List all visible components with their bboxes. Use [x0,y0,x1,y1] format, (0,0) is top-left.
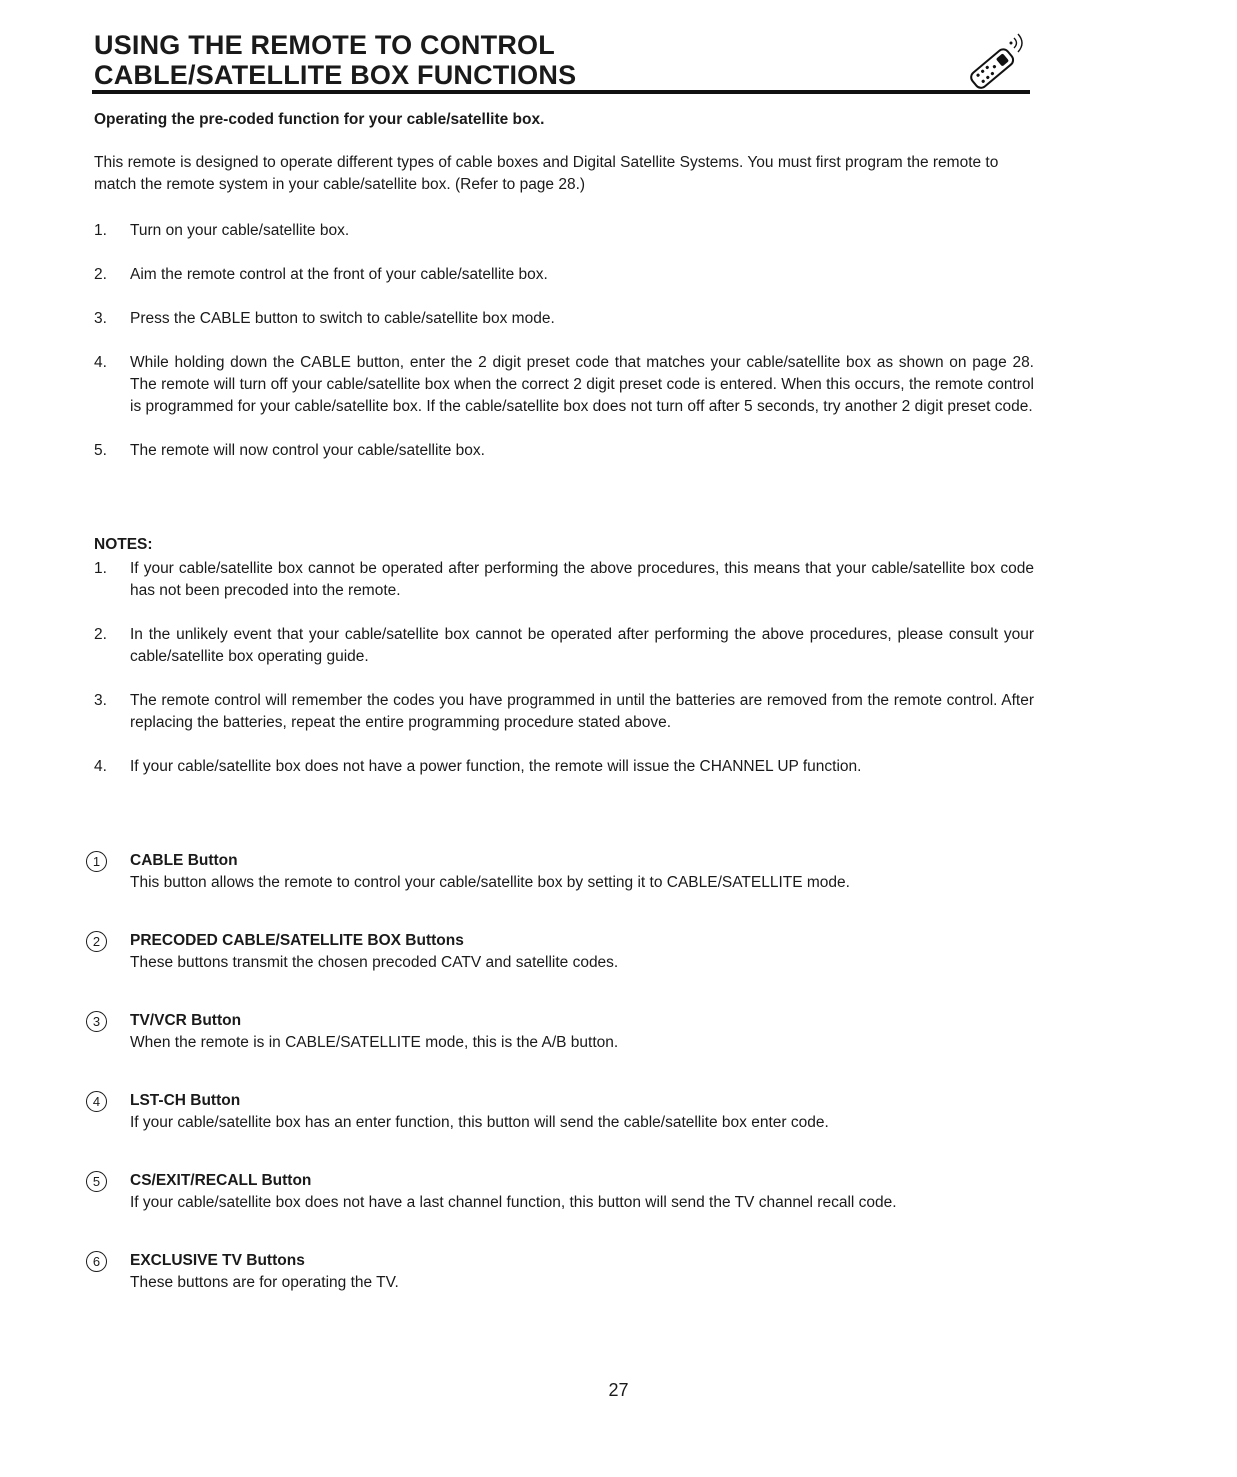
note-number: 4. [94,758,107,775]
list-item [94,308,1034,330]
list-item [94,624,1034,668]
header-rule [92,90,1030,94]
circled-number-icon: 6 [86,1251,107,1272]
step-text: The remote will now control your cable/satellite box. [130,442,485,459]
note-number: 1. [94,560,107,577]
note-text: If your cable/satellite box cannot be operated after performing the above procedures, this means that your cable/satellite box code has not been precoded into the remote. [130,560,1034,599]
button-description: These buttons are for operating the TV. [130,1274,399,1291]
circled-number-icon: 4 [86,1091,107,1112]
note-number: 3. [94,692,107,709]
note-text: In the unlikely event that your cable/satellite box cannot be operated after performing the above procedures, please consult your cable/satellite box operating guide. [130,626,1034,665]
step-number: 5. [94,442,107,459]
button-title: CS/EXIT/RECALL Button [130,1172,312,1189]
button-description: If your cable/satellite box does not have a last channel function, this button will send the TV channel recall code. [130,1194,897,1211]
note-number: 2. [94,626,107,643]
step-text: Turn on your cable/satellite box. [130,222,350,239]
step-text: While holding down the CABLE button, enter the 2 digit preset code that matches your cable/satellite box as shown on page 28. The remote will turn off your cable/satellite box when the correct 2 digit preset code is entered. When this occurs, the remote control is programmed for your cable/satellite box. If the cable/satellite box does not turn off after 5 seconds, try another 2 digit preset code. [130,354,1034,415]
button-description: These buttons transmit the chosen precoded CATV and satellite codes. [130,954,619,971]
list-item [86,850,1026,930]
step-number: 4. [94,354,107,371]
circled-number-icon: 3 [86,1011,107,1032]
step-number: 1. [94,222,107,239]
list-item [86,1250,1026,1330]
list-item [94,220,1034,242]
button-title: EXCLUSIVE TV Buttons [130,1252,305,1269]
button-title: TV/VCR Button [130,1012,242,1029]
list-item [94,264,1034,286]
button-description: This button allows the remote to control your cable/satellite box by setting it to CABLE/SATELLITE mode. [130,874,850,891]
list-item [86,1170,1026,1250]
button-legend [86,850,1026,1330]
steps-list [94,220,1034,462]
list-item [94,558,1034,602]
step-number: 3. [94,310,107,327]
list-item [86,1090,1026,1170]
list-item [94,352,1034,418]
page-number: 27 [608,1380,629,1400]
list-item [94,690,1034,734]
button-description: If your cable/satellite box has an enter function, this button will send the cable/satellite box enter code. [130,1114,829,1131]
page-title [94,30,994,90]
step-text: Press the CABLE button to switch to cable/satellite box mode. [130,310,555,327]
section-subtitle: Operating the pre-coded function for your cable/satellite box. [94,111,545,128]
step-text: Aim the remote control at the front of your cable/satellite box. [130,266,548,283]
list-item [86,1010,1026,1090]
button-title: LST-CH Button [130,1092,241,1109]
list-item [94,756,1034,778]
notes-heading: NOTES: [94,536,153,553]
button-title: PRECODED CABLE/SATELLITE BOX Buttons [130,932,464,949]
page-title-line-2: CABLE/SATELLITE BOX FUNCTIONS [94,60,577,90]
note-text: If your cable/satellite box does not have a power function, the remote will issue the CHANNEL UP function. [130,758,862,775]
note-text: The remote control will remember the codes you have programmed in until the batteries are removed from the remote control. After replacing the batteries, repeat the entire programming procedure stated above. [130,692,1034,731]
list-item [94,440,1034,462]
intro-paragraph: This remote is designed to operate different types of cable boxes and Digital Satellite Systems. You must first program the remote to match the remote system in your cable/satellite box. (Refer to page 28.) [94,154,999,193]
circled-number-icon: 5 [86,1171,107,1192]
page-title-line-1: USING THE REMOTE TO CONTROL [94,30,555,60]
circled-number-icon: 1 [86,851,107,872]
circled-number-icon: 2 [86,931,107,952]
button-title: CABLE Button [130,852,238,869]
step-number: 2. [94,266,107,283]
button-description: When the remote is in CABLE/SATELLITE mode, this is the A/B button. [130,1034,619,1051]
notes-list [94,558,1034,800]
list-item [86,930,1026,1010]
